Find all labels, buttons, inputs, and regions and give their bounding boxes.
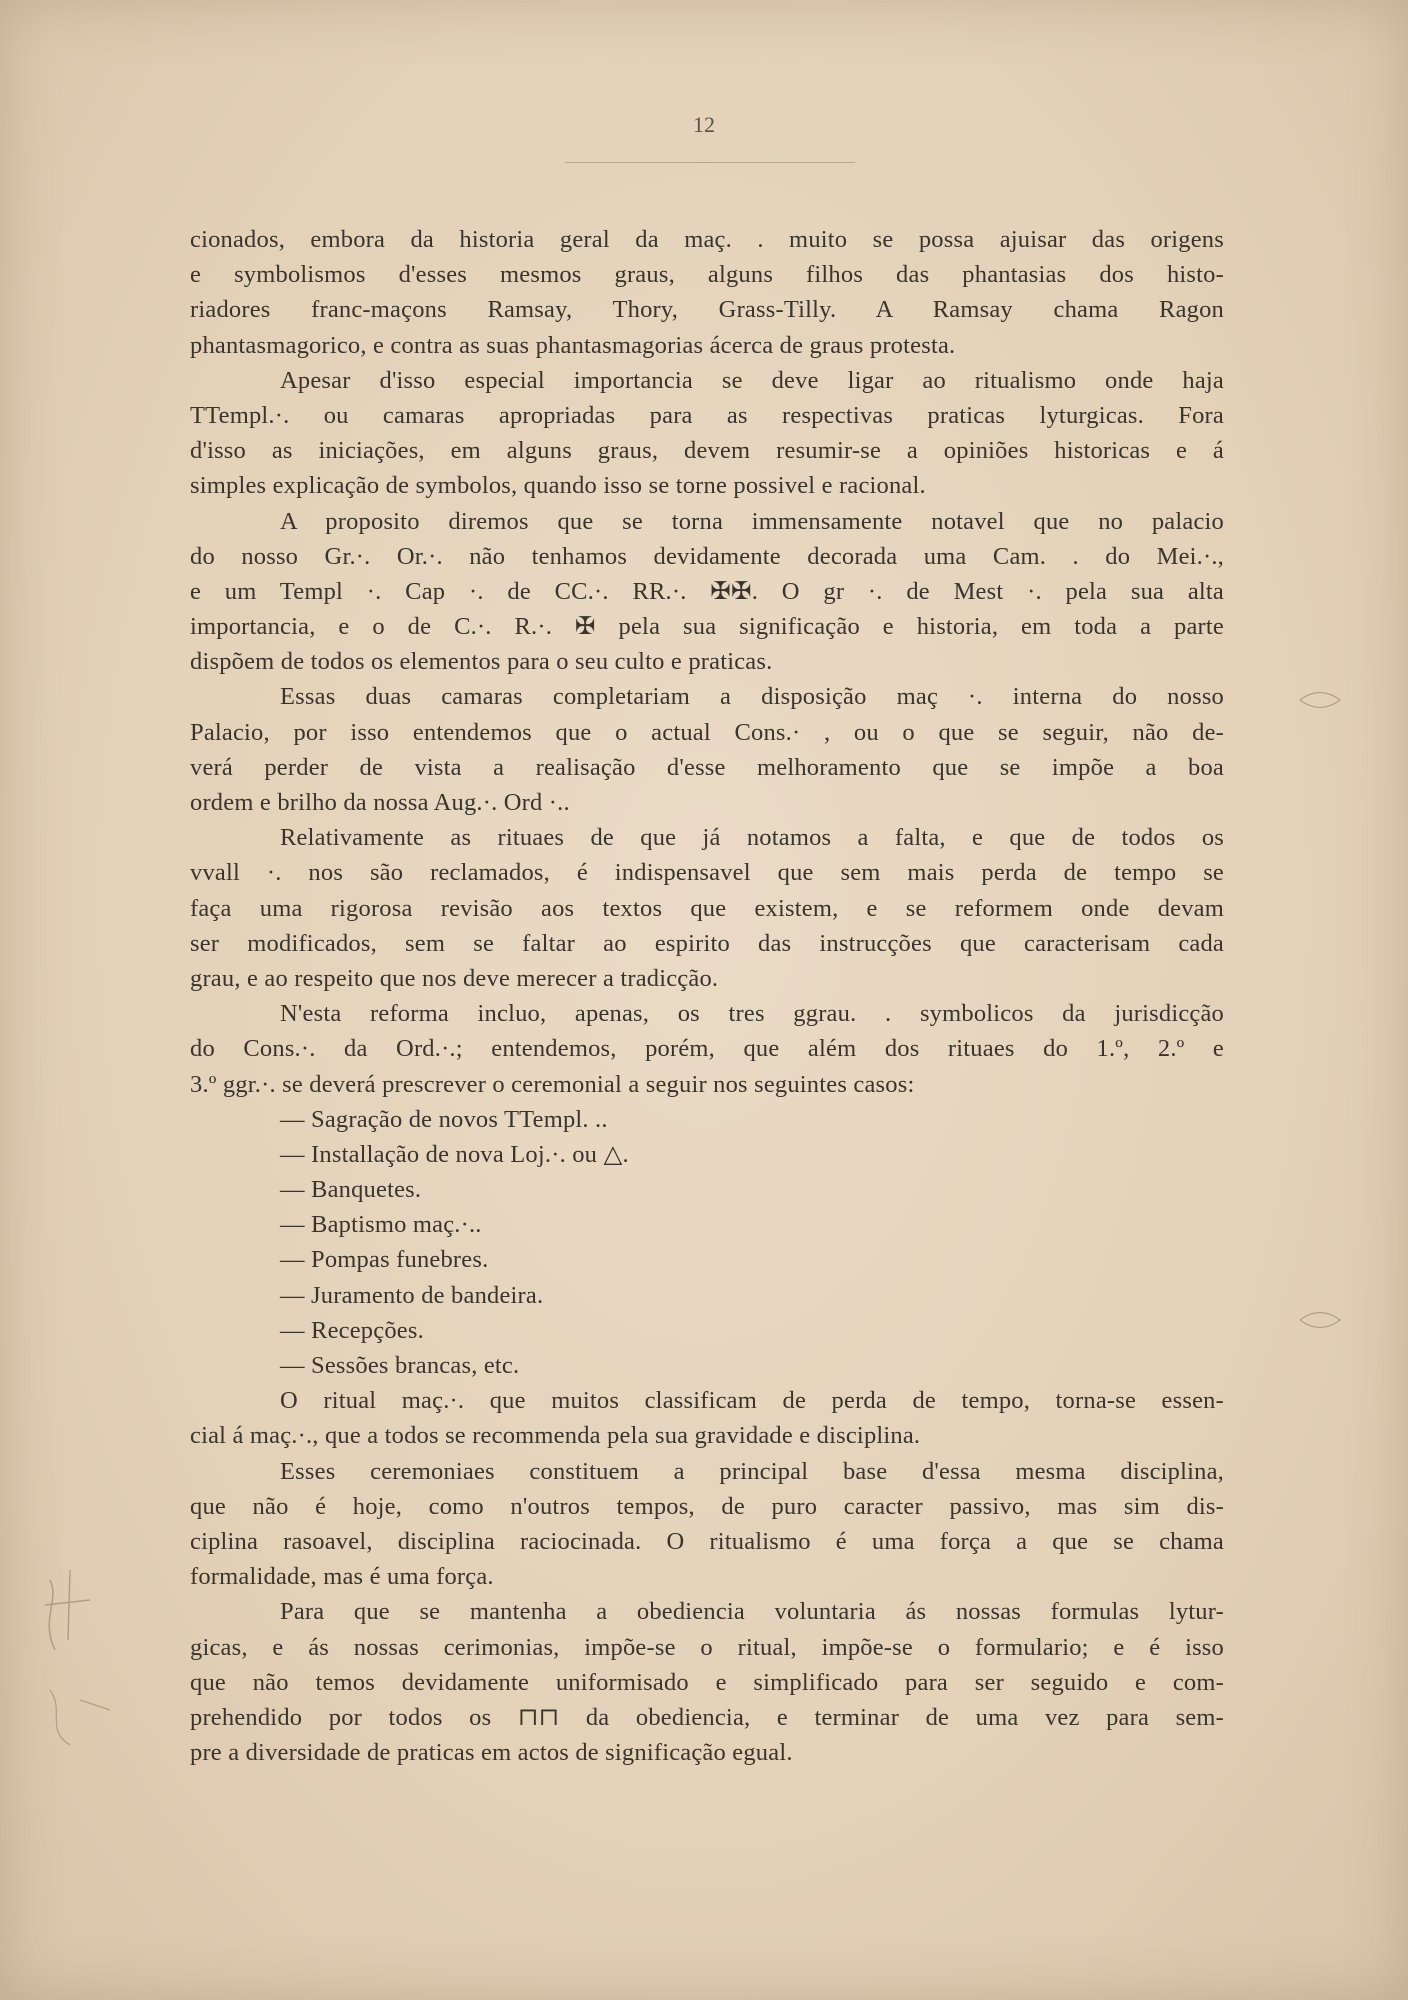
paragraph	[190, 679, 1224, 820]
text-line: ciplina rasoavel, disciplina raciocinada. O ritualismo é uma força a que se chama	[190, 1527, 1224, 1555]
list-item: — Pompas funebres.	[280, 1246, 489, 1274]
list-item: — Recepções.	[280, 1316, 424, 1344]
paragraph	[190, 1383, 1224, 1453]
paragraph	[190, 363, 1224, 504]
text-line: N'esta reforma incluo, apenas, os tres ggrau. . symbolicos da jurisdicção	[280, 1000, 1224, 1028]
list-item: — Sagração de novos TTempl. ..	[280, 1105, 608, 1133]
text-line: dispõem de todos os elementos para o seu culto e praticas.	[190, 648, 773, 676]
text-line: e symbolismos d'esses mesmos graus, alguns filhos das phantasias dos histo-	[190, 261, 1224, 289]
margin-ornament-mark	[1290, 1300, 1350, 1340]
page-number: 12	[693, 112, 715, 137]
text-line: vvall ·. nos são reclamados, é indispensavel que sem mais perda de tempo se	[190, 859, 1224, 887]
text-line: pre a diversidade de praticas em actos de significação egual.	[190, 1739, 793, 1767]
text-line: Essas duas camaras completariam a disposição maç ·. interna do nosso	[280, 683, 1224, 711]
text-line: prehendido por todos os ⊓⊓ da obediencia, e terminar de uma vez para sem-	[190, 1703, 1224, 1731]
text-line: Palacio, por isso entendemos que o actual Cons.· , ou o que se seguir, não de-	[190, 718, 1224, 746]
text-line: que não temos devidamente uniformisado e simplificado para ser seguido e com-	[190, 1668, 1224, 1696]
text-line: formalidade, mas é uma força.	[190, 1563, 494, 1591]
text-line: cionados, embora da historia geral da maç. . muito se possa ajuisar das origens	[190, 226, 1224, 253]
text-line: 3.º ggr.·. se deverá prescrever o ceremonial a seguir nos seguintes casos:	[190, 1070, 915, 1098]
text-line: ser modificados, sem se faltar ao espirito das instrucções que caracterisam cada	[190, 929, 1224, 957]
paragraph	[190, 996, 1224, 1102]
text-line: que não é hoje, como n'outros tempos, de puro caracter passivo, mas sim dis-	[190, 1492, 1224, 1520]
text-line: faça uma rigorosa revisão aos textos que existem, e se reformem onde devam	[190, 894, 1224, 922]
text-line: simples explicação de symbolos, quando isso se torne possivel e racional.	[190, 472, 926, 500]
text-line: do Cons.·. da Ord.·.; entendemos, porém, que além dos rituaes do 1.º, 2.º e	[190, 1035, 1224, 1063]
text-line: do nosso Gr.·. Or.·. não tenhamos devidamente decorada uma Cam. . do Mei.·.,	[190, 542, 1224, 570]
paragraph	[190, 1454, 1224, 1595]
text-line: Relativamente as rituaes de que já notamos a falta, e que de todos os	[280, 824, 1224, 852]
text-line: Para que se mantenha a obediencia voluntaria ás nossas formulas lytur-	[280, 1598, 1224, 1626]
text-line: phantasmagorico, e contra as suas phantasmagorias ácerca de graus protesta.	[190, 331, 956, 359]
text-line: verá perder de vista a realisação d'esse melhoramento que se impõe a boa	[190, 753, 1224, 781]
paragraph	[190, 820, 1224, 996]
text-line: importancia, e o de C.·. R.·. ✠ pela sua significação e historia, em toda a parte	[190, 613, 1224, 641]
margin-ornament-mark	[1290, 680, 1350, 720]
list-item: — Sessões brancas, etc.	[280, 1352, 520, 1379]
text-line: Apesar d'isso especial importancia se deve ligar ao ritualismo onde haja	[280, 366, 1224, 394]
list-item: — Baptismo maç.·..	[280, 1211, 482, 1239]
paragraph	[190, 504, 1224, 680]
text-line: TTempl.·. ou camaras apropriadas para as respectivas praticas lyturgicas. Fora	[190, 401, 1224, 429]
text-line: O ritual maç.·. que muitos classificam de perda de tempo, torna-se essen-	[280, 1387, 1224, 1415]
paragraph	[190, 222, 1224, 363]
text-line: cial á maç.·., que a todos se recommenda pela sua gravidade e disciplina.	[190, 1422, 921, 1450]
text-line: grau, e ao respeito que nos deve merecer a tradicção.	[190, 964, 719, 992]
header-rule	[565, 162, 855, 163]
text-line: d'isso as iniciações, em alguns graus, devem resumir-se a opiniões historicas e á	[190, 437, 1224, 465]
text-line: e um Templ ·. Cap ·. de CC.·. RR.·. ✠✠. O gr ·. de Mest ·. pela sua alta	[190, 577, 1224, 605]
text-line: riadores franc-maçons Ramsay, Thory, Grass-Tilly. A Ramsay chama Ragon	[190, 296, 1224, 324]
margin-pencil-marks	[30, 1560, 150, 1760]
paragraph	[190, 1594, 1224, 1770]
text-line: Esses ceremoniaes constituem a principal base d'essa mesma disciplina,	[280, 1457, 1224, 1485]
list-item: — Installação de nova Loj.·. ou △.	[280, 1140, 629, 1168]
ceremonial-list	[190, 1102, 1224, 1384]
body-text	[190, 222, 1224, 1770]
text-line: gicas, e ás nossas cerimonias, impõe-se o ritual, impõe-se o formulario; e é isso	[190, 1633, 1224, 1661]
text-line: ordem e brilho da nossa Aug.·. Ord ·..	[190, 789, 570, 816]
text-line: A proposito diremos que se torna immensamente notavel que no palacio	[280, 507, 1224, 535]
list-item: — Banquetes.	[280, 1176, 422, 1204]
list-item: — Juramento de bandeira.	[280, 1281, 544, 1309]
